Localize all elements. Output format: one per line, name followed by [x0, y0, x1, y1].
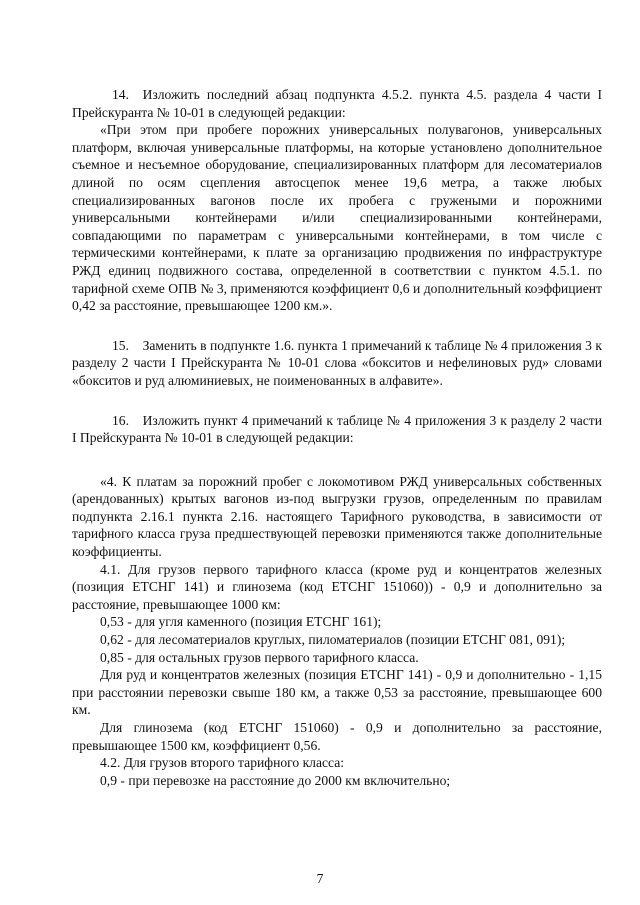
paragraph-16: 16. Изложить пункт 4 примечаний к таблице № 4 приложения 3 к разделу 2 части I Прейскуранта № 10-01 в следующей редакции:	[72, 412, 602, 446]
paragraph-coefficient-timber: 0,62 - для лесоматериалов круглых, пиломатериалов (позиции ЕТСНГ 081, 091);	[100, 632, 566, 648]
paragraph-second-class-coefficient: 0,9 - при перевозке на расстояние до 2000 км включительно;	[100, 772, 451, 788]
paragraph-14: 14. Изложить последний абзац подпункта 4.5.2. пункта 4.5. раздела 4 части I Прейскуранта № 10-01 в следующей редакции:	[72, 87, 602, 120]
paragraph-14-quote: «При этом при пробеге порожних универсальных полувагонов, универсальных платформ, включая универсальные платформы, на которые установлено дополнительное съемное и несъемное оборудование, специализированных платформ для лесоматериалов длиной по осям сцепления автосцепок менее 19,6 метра, а также любых специализированных вагонов после их пробега с гружеными и порожними универсальными контейнерами и/или специализированными контейнерами, совпадающими по параметрам с универсальными контейнерами, в том числе с термическими контейнерами, к плате за организацию продвижения по инфраструктуре РЖД единиц подвижного состава, определенной в соответствии с пунктом 4.5.1. по тарифной схеме ОПВ № 3, применяются коэффициент 0,6 и дополнительный коэффициент 0,42 за расстояние, превышающее 1200 км.».	[72, 122, 602, 314]
paragraph-coefficient-coal: 0,53 - для угля каменного (позиция ЕТСНГ 161);	[100, 614, 382, 630]
paragraph-iron-ore: Для руд и концентратов железных (позиция ЕТСНГ 141) - 0,9 и дополнительно - 1,15 при расстоянии перевозки свыше 180 км, а также 0,53 за расстояние, превышающее 600 км.	[72, 667, 602, 718]
paragraph-alumina: Для глинозема (код ЕТСНГ 151060) - 0,9 и дополнительно за расстояние, превышающее 1500 км, коэффициент 0,56.	[72, 720, 602, 753]
page-number: 7	[316, 871, 324, 886]
paragraph-4-2: 4.2. Для грузов второго тарифного класса:	[100, 755, 345, 771]
paragraph-coefficient-other: 0,85 - для остальных грузов первого тарифного класса.	[100, 649, 419, 665]
document-body	[72, 86, 602, 789]
paragraph-4-1: 4.1. Для грузов первого тарифного класса (кроме руд и концентратов железных (позиция ЕТСНГ 141) и глинозема (код ЕТСНГ 151060)) - 0,9 и дополнительно за расстояние, превышающее 1000 км:	[72, 561, 602, 612]
paragraph-16-quote: «4. К платам за порожний пробег с локомотивом РЖД универсальных собственных (арендованных) крытых вагонов из-под выгрузки грузов, определенным по правилам подпункта 2.16.1 пункта 2.16. настоящего Тарифного руководства, в зависимости от тарифного класса груза предшествующей перевозки применяются также дополнительные коэффициенты.	[72, 473, 602, 560]
paragraph-15: 15. Заменить в подпункте 1.6. пункта 1 примечаний к таблице № 4 приложения 3 к разделу 2 части I Прейскуранта № 10-01 слова «бокситов и нефелиновых руд» словами «бокситов и руд алюминиевых, не поименованных в алфавите».	[72, 337, 602, 388]
